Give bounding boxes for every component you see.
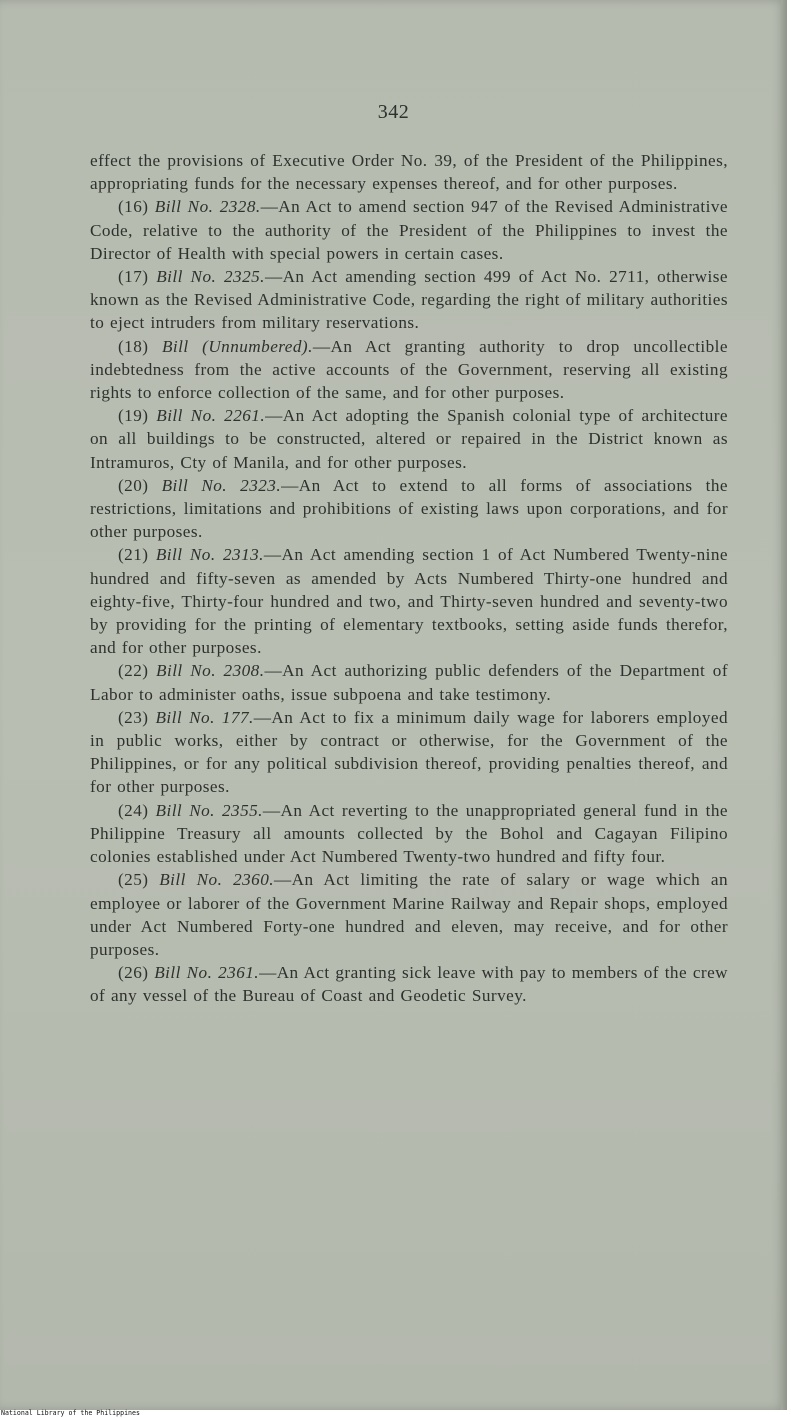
bill-description: —An Act to amend section 947 of the Revised Administrative Code, relative to the authority of the President of the Philippines to invest the Director of Health with special powers in certain cases. <box>90 197 729 263</box>
bill-item-24 <box>90 799 728 869</box>
item-number: (20) <box>118 475 149 495</box>
item-number: (23) <box>118 707 149 727</box>
bill-item-25 <box>90 868 728 961</box>
bill-reference: Bill No. 2328. <box>154 197 261 217</box>
page-number: 342 <box>377 101 410 123</box>
bill-reference: Bill No. 177. <box>155 707 254 727</box>
item-number: (24) <box>118 800 149 820</box>
item-number: (21) <box>118 545 149 565</box>
bill-reference: Bill No. 2313. <box>155 545 264 565</box>
item-number: (26) <box>118 963 149 983</box>
item-number: (25) <box>118 870 149 890</box>
bill-item-20 <box>90 474 728 544</box>
bill-item-17 <box>90 265 728 335</box>
item-number: (18) <box>118 336 149 356</box>
bill-reference: Bill (Unnumbered). <box>161 336 313 356</box>
bill-reference: Bill No. 2261. <box>156 406 266 426</box>
item-number: (19) <box>118 406 149 426</box>
bill-reference: Bill No. 2325. <box>156 267 265 287</box>
bill-description: —An Act granting sick leave with pay to members of the crew of any vessel of the Bureau of Coast and Geodetic Survey. <box>90 963 729 1006</box>
bill-item-26 <box>90 961 728 1007</box>
page-edge-shadow <box>781 0 787 1410</box>
bill-description: —An Act adopting the Spanish colonial type of architecture on all buildings to be constructed, altered or repaired in the District known as Intramuros, Cty of Manila, and for other purposes. <box>90 406 729 472</box>
bill-description: —An Act authorizing public defenders of the Department of Labor to administer oaths, issue subpoena and take testimony. <box>90 661 729 704</box>
item-number: (16) <box>118 197 149 217</box>
item-number: (17) <box>118 267 149 287</box>
bill-item-23 <box>90 706 728 799</box>
bill-description: —An Act limiting the rate of salary or wage which an employee or laborer of the Government Marine Railway and Repair shops, employed under Act Numbered Forty-one hundred and eleven, may receive, and for other purposes. <box>90 870 729 959</box>
bill-reference: Bill No. 2355. <box>155 800 263 820</box>
bill-item-19 <box>90 404 728 474</box>
bill-description: —An Act reverting to the unappropriated general fund in the Philippine Treasury all amounts collected by the Bohol and Cagayan Filipino colonies established under Act Numbered Twenty-two hundred and fifty four. <box>90 800 729 867</box>
bill-description: —An Act to fix a minimum daily wage for laborers employed in public works, either by contract or otherwise, for the Government of the Philippines, or for any political subdivision thereof, providing penalties thereof, and for other purposes. <box>90 707 729 797</box>
bill-item-16 <box>90 195 728 265</box>
body-text <box>90 149 728 1008</box>
bill-description: —An Act granting authority to drop uncollectible indebtedness from the active accounts of the Government, reserving all existing rights to enforce collection of the same, and for other purposes. <box>90 336 728 403</box>
library-footer: National Library of the Philippines <box>1 1409 140 1417</box>
bill-item-22 <box>90 659 728 705</box>
bill-reference: Bill No. 2361. <box>154 963 260 983</box>
bill-reference: Bill No. 2308. <box>156 661 265 681</box>
continuation-paragraph: effect the provisions of Executive Order No. 39, of the President of the Philippines, appropriating funds for the necessary expenses thereof, and for other purposes. <box>90 151 728 194</box>
bill-item-21 <box>90 543 728 659</box>
bill-reference: Bill No. 2360. <box>159 870 275 890</box>
bill-description: —An Act amending section 499 of Act No. 2711, otherwise known as the Revised Administrative Code, regarding the right of military authorities to eject intruders from military reservations. <box>90 267 728 333</box>
bill-description: —An Act to extend to all forms of associations the restrictions, limitations and prohibitions of existing laws upon corporations, and for other purposes. <box>90 475 728 542</box>
bill-description: —An Act amending section 1 of Act Numbered Twenty-nine hundred and fifty-seven as amended by Acts Numbered Thirty-one hundred and eighty-five, Thirty-four hundred and two, and Thirty-seven hundred and seventy-two by providing for the printing of elementary textbooks, setting aside funds therefor, and for other purposes. <box>90 545 728 658</box>
bill-reference: Bill No. 2323. <box>161 475 282 495</box>
bill-item-18 <box>90 335 728 405</box>
item-number: (22) <box>118 661 149 681</box>
